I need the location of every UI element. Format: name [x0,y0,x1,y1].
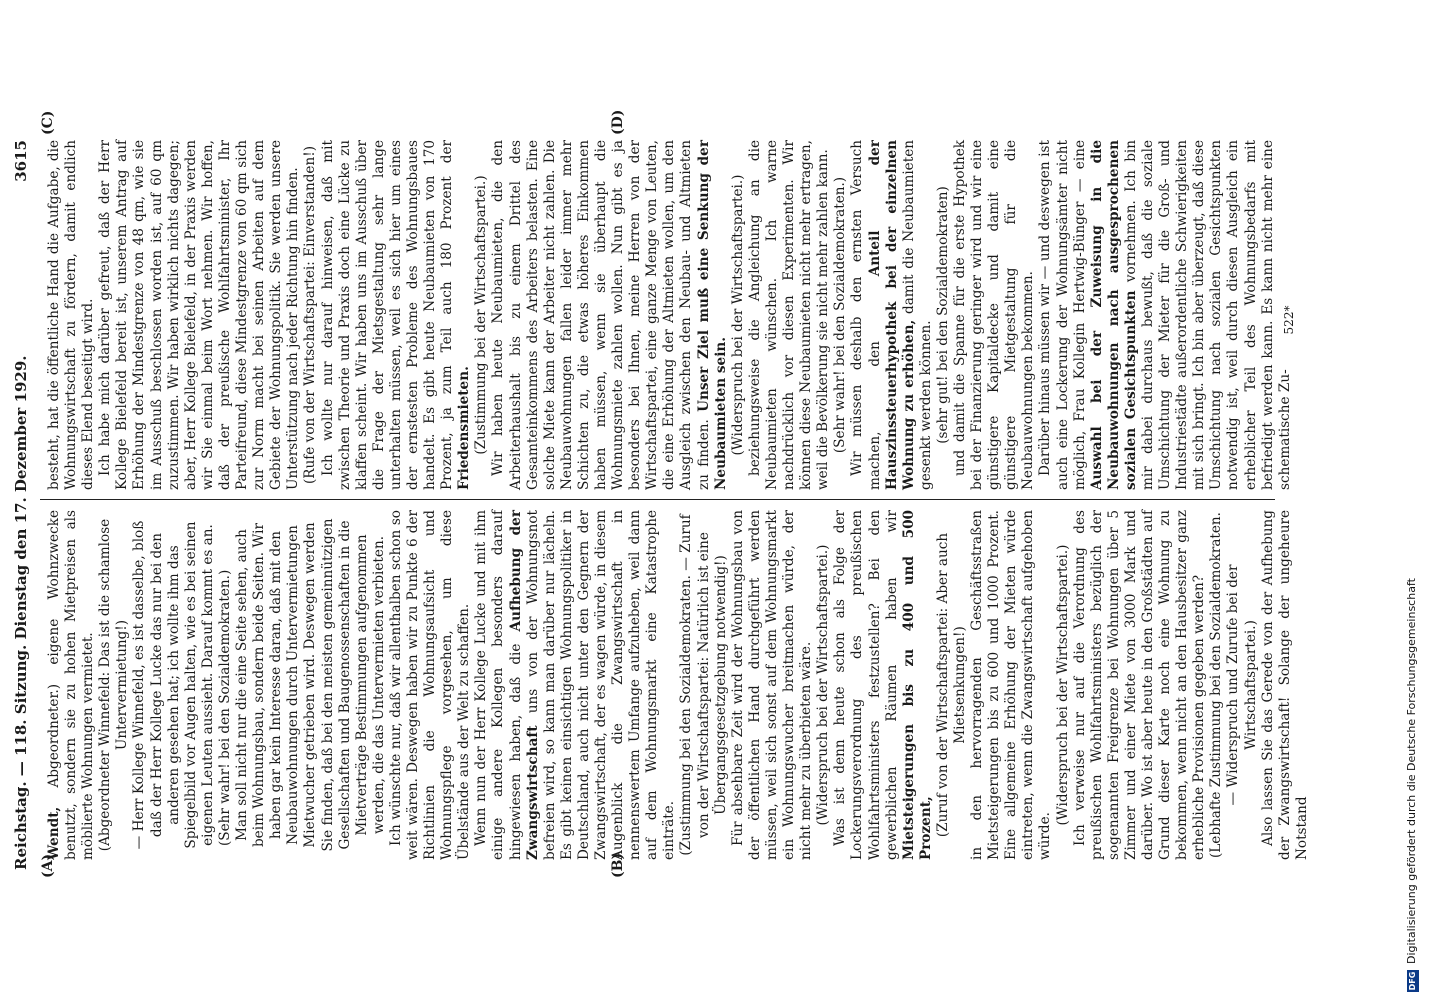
interjection: (Abgeordneter Winnefeld: Das ist die schamlose Untervermietung!) [97,518,131,852]
interjection: (Zustimmung bei der Wirtschaftspartei.) [473,175,490,455]
interjection: (Widerspruch bei der Wirtschaftspartei.) [1054,544,1071,826]
paragraph: Ich habe mich darüber gefreut, daß der Herr Kollege Bielefeld bereit ist, unserem Antrag auf Erhöhung der Mindestgrenze von 48 qm, wie sie im Ausschuß beschlossen worden ist, auf 60 qm zuzustimmen. Wir haben wirklich nichts dagegen; aber, Herr Kollege Bielefeld, in der Praxis werden wir Sie einmal beim Wort nehmen. Wir hoffen, daß der preußische Wohlfahrtsminister, Ihr Parteifreund, diese Mindestgrenze von 60 qm sich zur Norm macht bei seinen Arbeiten auf dem Gebiete der Wohnungspolitik. Sie werden unsere Unterstützung nach jeder Richtung hin finden. [97,140,302,490]
paragraph: Ich wünschte nur, daß wir allenthalben schon so weit wären. Deswegen haben wir zu Punkte 6 der Richtlinien die Wohnungsaufsicht und Wohnungspflege vorgesehen, um diese Übelstände aus der Welt zu schaffen. [387,510,473,860]
paragraph: Wir haben heute Neubaumieten, die den Arbeiterhaushalt bis zu einem Drittel des Gesamteinkommens des Arbeiters belasten. Eine solche Miete kann der Arbeiter nicht zahlen. Die Neubauwohnungen fallen leider immer mehr Schichten zu, die etwas höheres Einkommen haben müssen, wenn sie überhaupt die Wohnungsmiete zahlen wollen. Nun gibt es ja besonders bei Ihnen, meine Herren von der Wirtschaftspartei, eine ganze Menge von Leuten, die eine Erhöhung der Altmieten wollen, um den Ausgleich zwischen den Neubau- und Altmieten zu finden. Unser Ziel muß eine Senkung der Neubaumieten sein. [490,140,729,490]
sheet-signature: 522* [1282,305,1296,335]
interjection: (Sehr wahr! bei den Sozialdemokraten.) [832,176,849,454]
paragraph: Wenn nun der Herr Kollege Lucke und mit ihm einige andere Kollegen besonders darauf hingewiesen haben, daß die Aufhebung der Zwangswirtschaft uns von der Wohnungsnot befreien wird, so kann man darüber nur lächeln. Es gibt keinen einsichtigen Wohnungspolitiker in Deutschland, auch nicht unter den Gegnern der Zwangswirtschaft, der es wagen würde, in diesem Augenblick die Zwangswirtschaft in nennenswertem Umfange aufzuheben, weil dann auf dem Wohnungsmarkt eine Katastrophe einträte. [473,510,678,860]
margin-mark-a: (A) [40,853,56,878]
interjection: Man soll nicht nur die eine Seite sehen, auch beim Wohnungsbau, sondern beide Seiten. Wir haben gar kein Interesse daran, daß mit den Neubauwohnungen durch Untervermietungen Mietwucher getrieben wird. Deswegen werden Sie finden, daß bei den meisten gemeinnützigen Gesellschaften und Baugenossenschaften in die Mietverträge Bestimmungen aufgenommen werden, die das Untervermieten verbieten. [234,518,387,852]
margin-mark-c: (C) [40,110,56,135]
interjection: (Widerspruch bei der Wirtschaftspartei.) [729,174,746,456]
paragraph: Darüber hinaus müssen wir — und deswegen ist auch eine Lockerung der Wohnungsämter nicht möglich, Frau Kollegin Hertwig-Bünger — eine Auswahl bei der Zuweisung in die Neubauwohnungen nach ausgesprochenen sozialen Gesichtspunkten vornehmen. Ich bin mir dabei durchaus bewußt, daß die soziale Umschichtung der Mieter für die Groß- und Industriestädte außerordentliche Schwierigkeiten mit sich bringt. Ich bin aber überzeugt, daß diese Umschichtung nach sozialen Gesichtspunkten notwendig ist, weil durch diesen Ausgleich ein erheblicher Teil des Wohnungsbedarfs mit befriedigt werden kann. Es kann nicht mehr eine schematische Zu- [1037,139,1293,490]
interjection: (Widerspruch bei der Wirtschaftspartei.) [815,544,832,826]
left-column [46,510,1310,860]
paragraph: Was ist denn heute schon als Folge der Lockerungsverordnung des preußischen Wohlfahrtsministers festzustellen? Bei den gewerblichen Räumen haben wir Mietsteigerungen bis zu 400 und 500 Prozent, [832,510,934,860]
interjection: (Zustimmung bei den Sozialdemokraten. — Zuruf von der Wirtschaftspartei: Natürlich ist eine Übergangsgesetzgebung notwendig!) [678,514,729,856]
digitization-note [1393,0,1434,1000]
interjection: (Lebhafte Zustimmung bei den Sozialdemokraten. — Widerspruch und Zurufe bei der Wirtschaftspartei.) [1208,511,1259,859]
interjection: (sehr gut! bei den Sozialdemokraten) [934,186,951,444]
page-number: 3615 [12,140,30,182]
paragraph: Wendt, Abgeordneter.) eigene Wohnzwecke benutzt, sondern sie zu hohen Mietpreisen als möblierte Wohnungen vermietet. [46,510,97,860]
paragraph: beziehungsweise die Angleichung an die Neubaumieten wünschen. Ich warne nachdrücklich vor diesen Experimenten. Wir können diese Neubaumieten nicht mehr ertragen, weil die Bevölkerung sie nicht mehr zahlen kann. [746,140,832,490]
margin-mark-b: (B) [610,852,626,878]
interjection: (Zuruf von der Wirtschaftspartei: Aber auch Mietsenkungen!) [934,532,968,838]
dfg-logo-icon: DFG [1408,971,1417,991]
paragraph: und damit die Spanne für die erste Hypothek bei der Finanzierung geringer wird und wir eine günstigere Kapitaldecke und damit eine günstigere Mietgestaltung für die Neubauwohnungen bekommen. [951,140,1037,490]
page-header [12,140,40,870]
paragraph: besteht, hat die öffentliche Hand die Aufgabe, die Wohnungswirtschaft zu fördern, damit endlich dieses Elend beseitigt wird. [46,140,97,490]
paragraph: Ich verweise nur auf die Verordnung des preußischen Wohlfahrtsministers bezüglich der sogenannten Freigrenze bei Wohnungen über 5 Zimmer und einer Miete von 3000 Mark und darüber. Wo ist aber heute in den Großstädten auf Grund dieser Karte noch eine Wohnung zu bekommen, wenn nicht an den Hausbesitzer ganz erhebliche Provisionen gegeben werden? [1071,510,1208,860]
paragraph: Wir müssen deshalb den ernsten Versuch machen, den Anteil der Hauszinssteuerhypothek bei der einzelnen Wohnung zu erhöhen, damit die Neubaumieten gesenkt werden können. [849,140,934,490]
digitization-credit: Digitalisierung gefördert durch die Deutsche Forschungsgemeinschaft [1405,578,1418,964]
interjection: — Herr Kollege Winnefeld, es ist dasselbe, bloß daß der Herr Kollege Lucke das nur bei den anderen gesehen hat; ich wollte ihm das Spiegelbild vor Augen halten, wie es bei seinen eigenen Leuten aussieht. Darauf kommt es an. [131,520,216,850]
header-title: Reichstag. — 118. Sitzung. Dienstag den 17. Dezember 1929. [12,355,30,870]
paragraph: in den hervorragenden Geschäftsstraßen Mietsteigerungen bis zu 600 und 1000 Prozent. Eine allgemeine Erhöhung der Mieten würde eintreten, wenn die Zwangswirtschaft aufgehoben würde. [969,510,1054,860]
paragraph: (Sehr wahr! bei den Sozialdemokraten.) [216,569,233,846]
margin-mark-d: (D) [610,109,626,135]
paragraph: Ich wollte nur darauf hinweisen, daß mit zwischen Theorie und Praxis doch eine Lücke zu klaffen scheint. Wir haben uns im Ausschuß über die Frage der Mietsgestaltung sehr lange unterhalten müssen, weil es sich hier um eines der ernstesten Probleme des Wohnungsbaues handelt. Es gibt heute Neubaumieten von 170 Prozent, ja zum Teil auch 180 Prozent der Friedensmieten. [319,140,473,490]
column-divider [40,499,1275,500]
interjection: (Rufe von der Wirtschaftspartei: Einverstanden!) [302,145,319,485]
paragraph: Also lassen Sie das Gerede von der Aufhebung der Zwangswirtschaft! Solange der ungeheure Notstand [1259,510,1310,860]
paragraph: Für absehbare Zeit wird der Wohnungsbau von der öffentlichen Hand durchgeführt werden müssen, weil sich sonst auf dem Wohnungsmarkt ein Wohnungswucher breitmachen würde, der nicht mehr zu überbieten wäre. [729,510,815,860]
